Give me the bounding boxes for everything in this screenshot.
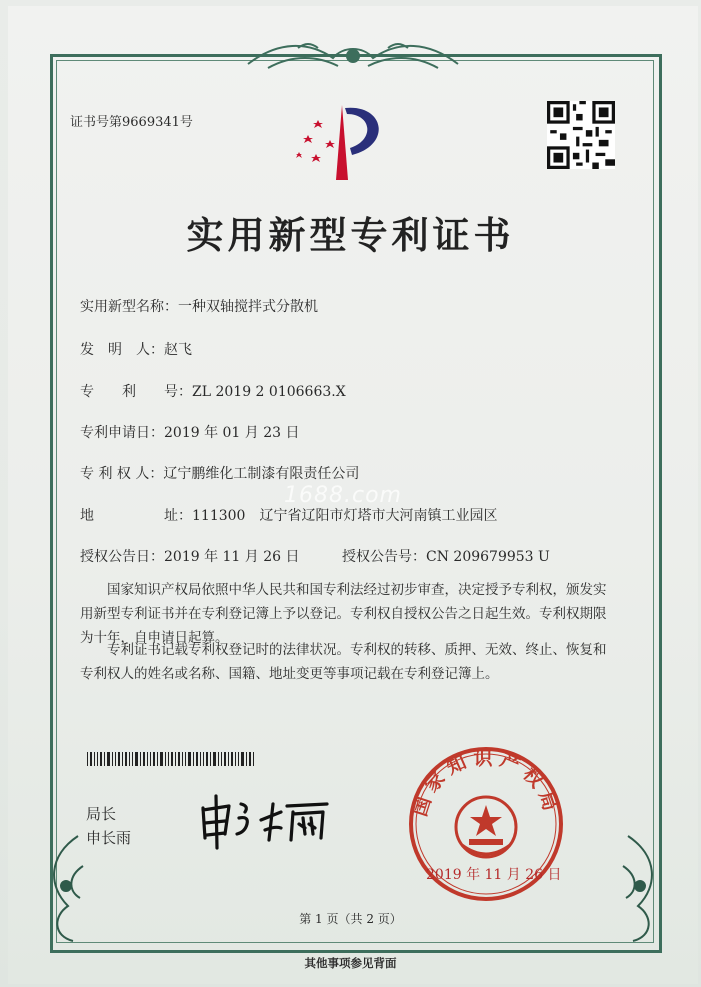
page-number: 第 1 页（共 2 页） bbox=[299, 912, 402, 926]
seal-date: 2019 年 11 月 26 日 bbox=[426, 867, 562, 883]
grant-number-row bbox=[342, 546, 550, 566]
top-ornament-icon bbox=[238, 36, 468, 78]
address-value: 111300 辽宁省辽阳市灯塔市大河南镇工业园区 bbox=[192, 508, 498, 524]
utility-model-name-row bbox=[80, 296, 318, 316]
legal-paragraph-2: 专利证书记载专利权登记时的法律状况。专利权的转移、质押、无效、终止、恢复和专利权人的姓名或名称、国籍、地址变更等事项记载在专利登记簿上。 bbox=[80, 642, 607, 682]
grant-number-label: 授权公告号： bbox=[342, 549, 426, 565]
director-signature-icon bbox=[195, 790, 345, 850]
inventor-row bbox=[80, 339, 192, 359]
utility-model-name-value: 一种双轴搅拌式分散机 bbox=[178, 299, 318, 315]
inventor-value: 赵飞 bbox=[164, 342, 192, 358]
patentee-value: 辽宁鹏维化工制漆有限责任公司 bbox=[163, 466, 360, 482]
utility-model-name-label: 实用新型名称： bbox=[80, 299, 178, 315]
patentee-label: 专 利 权 人： bbox=[80, 466, 164, 482]
watermark-text: 1688.com bbox=[284, 483, 402, 508]
bottom-right-ornament-icon bbox=[608, 826, 668, 946]
patent-number-value: ZL 2019 2 0106663.X bbox=[192, 384, 346, 400]
application-date-label: 专利申请日： bbox=[80, 425, 164, 441]
application-date-value: 2019 年 01 月 23 日 bbox=[164, 425, 300, 441]
certificate-number: 证书号第9669341号 bbox=[70, 115, 193, 130]
patent-number-row bbox=[80, 381, 346, 401]
address-row bbox=[80, 505, 497, 525]
application-date-row bbox=[80, 422, 300, 442]
certificate-title: 实用新型专利证书 bbox=[186, 214, 515, 257]
patent-number-label: 专 利 号： bbox=[80, 384, 192, 400]
grant-date-row bbox=[80, 546, 300, 566]
address-label: 地 址： bbox=[80, 508, 192, 524]
grant-number-value: CN 209679953 U bbox=[426, 549, 550, 565]
seal-text: 国家知识产权局 bbox=[408, 747, 564, 820]
patentee-row bbox=[80, 463, 359, 483]
cnipa-logo-icon bbox=[290, 100, 395, 180]
director-title: 局长 bbox=[86, 805, 117, 823]
director-name: 申长雨 bbox=[86, 829, 132, 847]
back-note: 其他事项参见背面 bbox=[304, 956, 397, 970]
qr-code-icon bbox=[547, 101, 615, 169]
inventor-label: 发 明 人： bbox=[80, 342, 164, 358]
barcode-icon bbox=[87, 752, 257, 766]
grant-date-label: 授权公告日： bbox=[80, 549, 164, 565]
legal-paragraph-1: 国家知识产权局依照中华人民共和国专利法经过初步审查，决定授予专利权，颁发实用新型专利证书并在专利登记簿上予以登记。专利权自授权公告之日起生效。专利权期限为十年，自申请日起算。 bbox=[80, 582, 607, 646]
grant-date-value: 2019 年 11 月 26 日 bbox=[164, 549, 300, 565]
